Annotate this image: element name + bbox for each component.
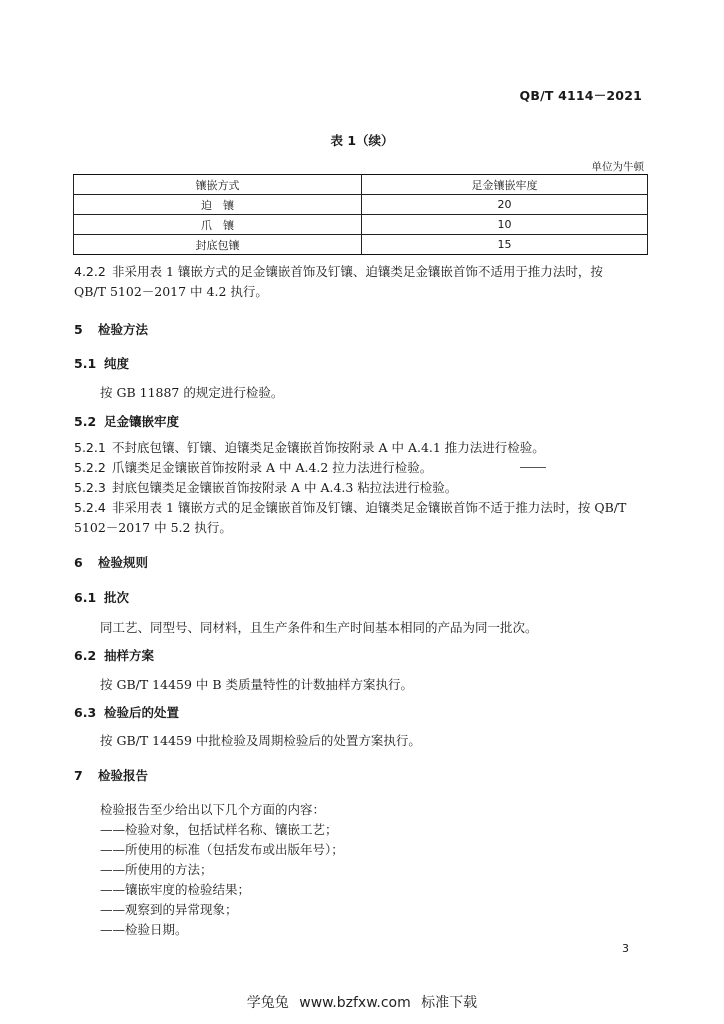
clause-5-2-4	[74, 498, 650, 518]
clause-text: 不封底包镶、钉镶、迫镶类足金镶嵌首饰按附录 A 中 A.4.1 推力法进行检验。	[112, 440, 545, 455]
section-6-heading	[74, 553, 650, 573]
clause-text: QB/T 5102－2017 中 4.2 执行。	[74, 284, 268, 299]
clause-number: 4.2.2	[74, 264, 106, 279]
clause-text: 5102－2017 中 5.2 执行。	[74, 520, 232, 535]
table-row	[74, 215, 648, 235]
clause-5-2-2	[74, 458, 650, 478]
section-6-3-heading	[74, 703, 650, 723]
section-title: 检验后的处置	[104, 705, 180, 720]
clause-number: 5.2.1	[74, 440, 106, 455]
column-header: 足金镶嵌牢度	[362, 175, 648, 195]
clause-5-2-1	[74, 438, 650, 458]
clause-text: 爪镶类足金镶嵌首饰按附录 A 中 A.4.2 拉力法进行检验。	[112, 460, 433, 475]
clause-number: 5.2.3	[74, 480, 106, 495]
table-cell: 20	[362, 195, 648, 215]
list-item: ——检验对象，包括试样名称、镶嵌工艺；	[100, 822, 338, 837]
table-header-row	[74, 175, 648, 195]
table-cell: 迫 镶	[74, 195, 362, 215]
section-number: 5.1	[74, 356, 97, 371]
footer-watermark: 学兔兔 www.bzfxw.com 标准下载	[246, 995, 478, 1011]
table-cell: 爪 镶	[74, 215, 362, 235]
section-number: 7	[74, 768, 83, 783]
section-number: 6.1	[74, 590, 97, 605]
section-title: 检验方法	[98, 322, 149, 337]
section-7-intro: 检验报告至少给出以下几个方面的内容：	[100, 802, 326, 817]
section-5-1-heading	[74, 354, 650, 374]
section-number: 5.2	[74, 414, 97, 429]
setting-strength-table	[73, 174, 648, 255]
list-item: ——镶嵌牢度的检验结果；	[100, 882, 251, 897]
list-item: ——观察到的异常现象；	[100, 902, 238, 917]
section-title: 检验报告	[98, 768, 149, 783]
table-cell: 封底包镶	[74, 235, 362, 255]
list-item: ——检验日期。	[100, 922, 188, 937]
section-title: 检验规则	[98, 555, 149, 570]
section-7-content	[74, 800, 650, 940]
section-6-2-text: 按 GB/T 14459 中 B 类质量特性的计数抽样方案执行。	[100, 677, 414, 692]
section-5-heading	[74, 320, 650, 340]
page-number: 3	[622, 942, 629, 955]
section-title: 足金镶嵌牢度	[104, 414, 180, 429]
clause-number: 5.2.4	[74, 500, 106, 515]
section-6-1-heading	[74, 588, 650, 608]
clause-5-2-3	[74, 478, 650, 498]
section-5-2-heading	[74, 412, 650, 432]
section-title: 纯度	[104, 356, 130, 371]
section-title: 批次	[104, 590, 130, 605]
section-number: 5	[74, 322, 83, 337]
table-title: 表 1（续）	[330, 133, 394, 148]
section-6-1-text: 同工艺、同型号、同材料，且生产条件和生产时间基本相同的产品为同一批次。	[100, 620, 538, 635]
clause-text: 非采用表 1 镶嵌方式的足金镶嵌首饰及钉镶、迫镶类足金镶嵌首饰不适用于推力法时，按	[112, 264, 603, 279]
clause-text: 封底包镶类足金镶嵌首饰按附录 A 中 A.4.3 粘拉法进行检验。	[112, 480, 458, 495]
column-header: 镶嵌方式	[74, 175, 362, 195]
section-5-1-text: 按 GB 11887 的规定进行检验。	[100, 385, 284, 400]
section-7-heading	[74, 766, 650, 786]
section-number: 6	[74, 555, 83, 570]
section-title: 抽样方案	[104, 648, 155, 663]
clause-4-2-2	[74, 262, 650, 302]
section-5-2-items	[74, 438, 650, 538]
table-cell: 10	[362, 215, 648, 235]
clause-number: 5.2.2	[74, 460, 106, 475]
section-number: 6.2	[74, 648, 97, 663]
stray-dash-mark	[520, 467, 546, 468]
list-item: ——所使用的标准（包括发布或出版年号）；	[100, 842, 344, 857]
standard-code: QB/T 4114－2021	[519, 88, 642, 103]
table-unit: 单位为牛顿	[591, 161, 644, 173]
table-row	[74, 235, 648, 255]
section-number: 6.3	[74, 705, 97, 720]
list-item: ——所使用的方法；	[100, 862, 213, 877]
section-6-2-heading	[74, 646, 650, 666]
table-row	[74, 195, 648, 215]
table-cell: 15	[362, 235, 648, 255]
section-6-3-text: 按 GB/T 14459 中批检验及周期检验后的处置方案执行。	[100, 733, 421, 748]
clause-text: 非采用表 1 镶嵌方式的足金镶嵌首饰及钉镶、迫镶类足金镶嵌首饰不适于推力法时，按 QB/T	[112, 500, 627, 515]
